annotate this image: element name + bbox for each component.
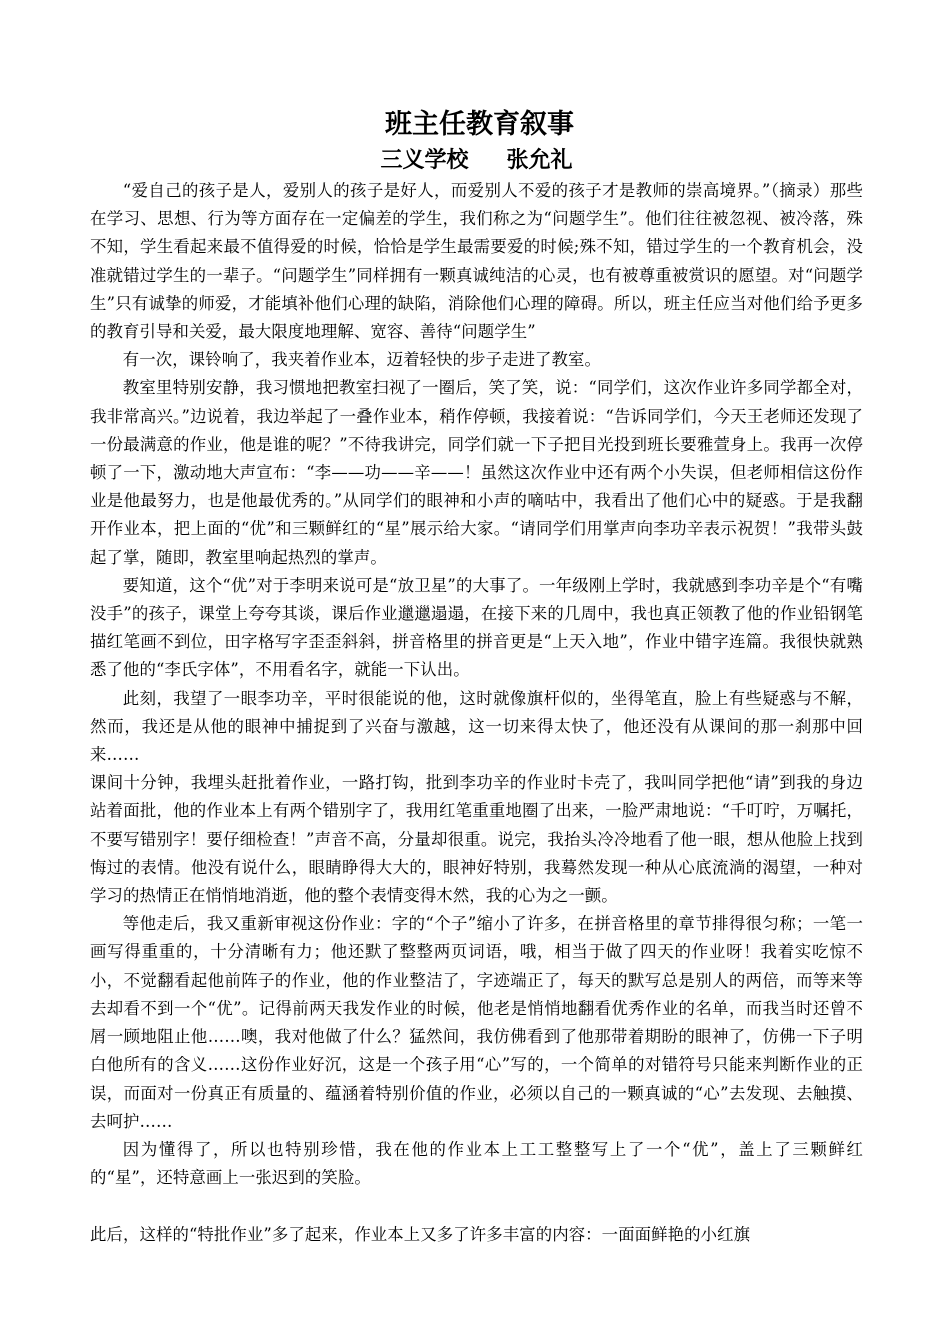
paragraph-6: 课间十分钟，我埋头赶批着作业，一路打钩，批到李功辛的作业时卡壳了，我叫同学把他“请”到我的身边站着面批，他的作业本上有两个错别字了，我用红笔重重地圈了出来，一脸严肃地说：“千叮咛，万嘱托，不要写错别字！要仔细检查！”声音不高，分量却很重。说完，我抬头冷冷地看了他一眼，想从他脸上找到悔过的表情。他没有说什么，眼睛睁得大大的，眼神好特别，我蓦然发现一种从心底流淌的渴望，一种对学习的热情正在悄悄地消逝，他的整个表情变得木然，我的心为之一颤。 (90, 773, 863, 906)
paragraph-7: 等他走后，我又重新审视这份作业：字的“个子”缩小了许多，在拼音格里的章节排得很匀称；一笔一画写得重重的，十分清晰有力；他还默了整整两页词语，哦，相当于做了四天的作业呀！我着实吃惊不小，不觉翻看起他前阵子的作业，他的作业整洁了，字迹端正了，每天的默写总是别人的两倍，而等来等去却看不到一个“优”。记得前两天我发作业的时候，他老是悄悄地翻看优秀作业的名单，而我当时还曾不屑一顾地阻止他……噢，我对他做了什么？猛然间，我仿佛看到了他那带着期盼的眼神了，仿佛一下子明白他所有的含义……这份作业好沉，这是一个孩子用“心”写的，一个简单的对错符号只能来判断作业的正误，而面对一份真正有质量的、蕴涵着特别价值的作业，必须以自己的一颗真诚的“心”去发现、去触摸、去呵护…… (90, 914, 863, 1131)
paragraph-8: 因为懂得了，所以也特别珍惜，我在他的作业本上工工整整写上了一个“优”，盖上了三颗鲜红的“星”，还特意画上一张迟到的笑脸。 (90, 1139, 863, 1188)
paragraph-3: 教室里特别安静，我习惯地把教室扫视了一圈后，笑了笑，说：“同学们，这次作业许多同学都全对，我非常高兴。”边说着，我边举起了一叠作业本，稍作停顿，我接着说：“告诉同学们，今天王老师还发现了一份最满意的作业，他是谁的呢？”不待我讲完，同学们就一下子把目光投到班长要雅萱身上。我再一次停顿了一下，激动地大声宣布：“李——功——辛——！虽然这次作业中还有两个小失误，但老师相信这份作业是他最努力，也是他最优秀的。”从同学们的眼神和小声的嘀咕中，我看出了他们心中的疑惑。于是我翻开作业本，把上面的“优”和三颗鲜红的“星”展示给大家。“请同学们用掌声向李功辛表示祝贺！”我带头鼓起了掌，随即，教室里响起热烈的掌声。 (90, 378, 863, 567)
byline (90, 145, 863, 177)
document-title: 班主任教育叙事 (385, 109, 574, 140)
paragraph-2: 有一次，课铃响了，我夹着作业本，迈着轻快的步子走进了教室。 (122, 350, 602, 370)
school-name: 三义学校 (380, 148, 469, 173)
blank-line (90, 1192, 863, 1220)
paragraph-1: “爱自己的孩子是人，爱别人的孩子是好人，而爱别人不爱的孩子才是教师的崇高境界。”（摘录）那些在学习、思想、行为等方面存在一定偏差的学生，我们称之为“问题学生”。他们往往被忽视、被冷落，殊不知，学生看起来最不值得爱的时候，恰恰是学生最需要爱的时候;殊不知，错过学生的一个教育机会，没准就错过学生的一辈子。“问题学生”同样拥有一颗真诚纯洁的心灵，也有被尊重被赏识的愿望。对“问题学生”只有诚挚的师爱，才能填补他们心理的缺陷，消除他们心理的障碍。所以，班主任应当对他们给予更多的教育引导和关爱，最大限度地理解、宽容、善待“问题学生” (90, 181, 863, 342)
author-name: 张允礼 (506, 148, 573, 173)
paragraph-5: 此刻，我望了一眼李功辛，平时很能说的他，这时就像旗杆似的，坐得笔直，脸上有些疑惑与不解，然而，我还是从他的眼神中捕捉到了兴奋与激越，这一切来得太快了，他还没有从课间的那一刹那中回来…… (90, 688, 863, 765)
paragraph-9: 此后，这样的“特批作业”多了起来，作业本上又多了许多丰富的内容：一面面鲜艳的小红旗 (90, 1224, 751, 1244)
document-page (90, 100, 863, 1249)
paragraph-4: 要知道，这个“优”对于李明来说可是“放卫星”的大事了。一年级刚上学时，我就感到李功辛是个“有嘴没手”的孩子，课堂上夸夸其谈，课后作业邋邋遢遢，在接下来的几周中，我也真正领教了他的作业铅钢笔描红笔画不到位，田字格写字歪歪斜斜，拼音格里的拼音更是“上天入地”，作业中错字连篇。我很快就熟悉了他的“李氏字体”，不用看名字，就能一下认出。 (90, 575, 863, 680)
